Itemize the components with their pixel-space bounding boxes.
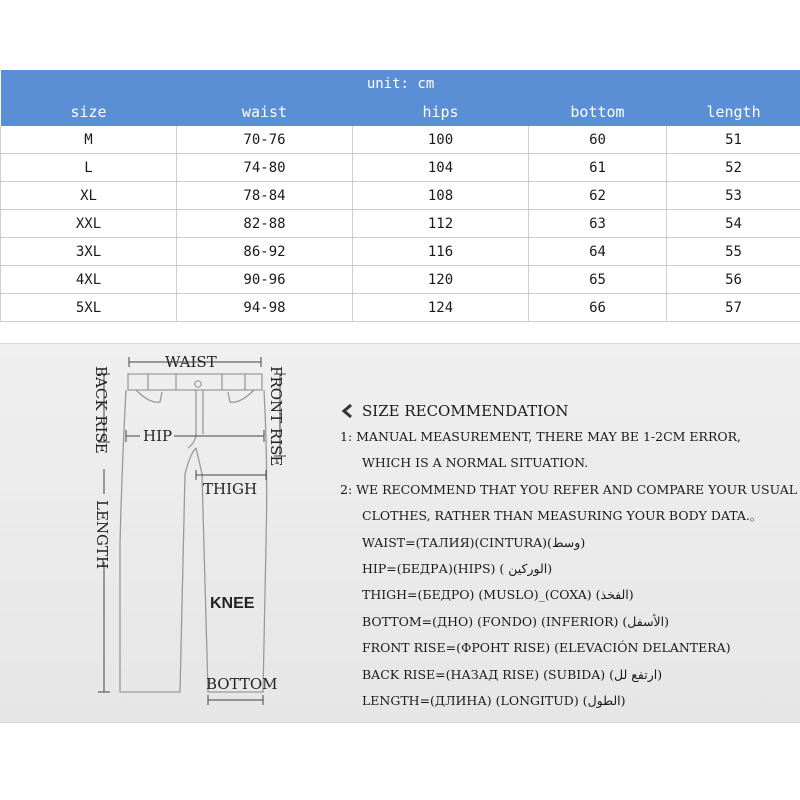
cell-bottom: 63 [529,210,667,238]
cell-bottom: 61 [529,154,667,182]
table-row [1,294,800,322]
term-bottom: BOTTOM=(ДНО) (FONDO) (INFERIOR) (الأسفل) [362,613,670,629]
waist-label: WAIST [165,353,217,371]
cell-hips: 108 [353,182,529,210]
note-line: 2: WE RECOMMEND THAT YOU REFER AND COMPARE YOUR USUAL [340,481,798,497]
table-row [1,210,800,238]
cell-bottom: 64 [529,238,667,266]
term-length: LENGTH=(ДЛИНА) (LONGITUD) (الطول) [362,692,626,708]
note-line: CLOTHES, RATHER THAN MEASURING YOUR BODY DATA.。 [362,508,763,524]
cell-size: 3XL [1,238,177,266]
pants-diagram [0,344,330,722]
cell-waist: 86-92 [177,238,353,266]
table-row [1,154,800,182]
back-rise-label: BACK RISE [92,366,110,454]
cell-hips: 120 [353,266,529,294]
cell-waist: 78-84 [177,182,353,210]
cell-waist: 90-96 [177,266,353,294]
cell-size: XL [1,182,177,210]
cell-hips: 116 [353,238,529,266]
cell-size: L [1,154,177,182]
cell-waist: 82-88 [177,210,353,238]
column-header-size: size [1,98,177,126]
hip-label: HIP [143,427,173,445]
cell-length: 54 [667,210,800,238]
cell-bottom: 60 [529,126,667,154]
term-waist: WAIST=(ТАЛИЯ)(CINTURA)(وسط) [362,534,586,550]
note-line: 1: MANUAL MEASUREMENT, THERE MAY BE 1-2CM ERROR, [340,429,741,444]
measurement-guide-panel [0,343,800,723]
cell-bottom: 66 [529,294,667,322]
column-header-row [1,98,800,126]
size-recommendation [340,400,798,714]
cell-bottom: 62 [529,182,667,210]
cell-waist: 94-98 [177,294,353,322]
cell-length: 53 [667,182,800,210]
cell-size: 5XL [1,294,177,322]
table-row [1,266,800,294]
cell-hips: 112 [353,210,529,238]
column-header-hips: hips [353,98,529,126]
column-header-waist: waist [177,98,353,126]
table-row [1,182,800,210]
knee-label: KNEE [210,595,255,612]
measurement-arrows [98,357,286,705]
cell-size: M [1,126,177,154]
cell-length: 51 [667,126,800,154]
pants-outline [120,374,267,692]
column-header-length: length [667,98,800,126]
chevron-left-icon [340,403,356,419]
cell-hips: 124 [353,294,529,322]
cell-hips: 100 [353,126,529,154]
term-front-rise: FRONT RISE=(ФРОНТ RISE) (ELEVACIÓN DELANTERA) [362,640,731,656]
term-back-rise: BACK RISE=(НАЗАД RISE) (SUBIDA) (ارتفع لل) [362,666,663,682]
cell-length: 55 [667,238,800,266]
note-line: WHICH IS A NORMAL SITUATION. [362,455,589,471]
cell-hips: 104 [353,154,529,182]
cell-length: 56 [667,266,800,294]
cell-waist: 74-80 [177,154,353,182]
table-row [1,126,800,154]
cell-waist: 70-76 [177,126,353,154]
unit-header-row [1,70,800,98]
term-thigh: THIGH=(БЕДРО) (MUSLO)_(COXA) (الفخذ) [362,587,634,603]
recommendation-title: SIZE RECOMMENDATION [362,402,569,420]
cell-size: XXL [1,210,177,238]
bottom-label: BOTTOM [206,675,278,693]
cell-size: 4XL [1,266,177,294]
button-icon [195,381,201,387]
cell-length: 57 [667,294,800,322]
front-rise-label: FRONT RISE [267,366,285,467]
recommendation-heading [340,400,795,422]
cell-length: 52 [667,154,800,182]
size-chart-table [0,70,800,322]
term-hip: HIP=(БЕДРА)(HIPS) ( الوركين) [362,560,553,576]
column-header-bottom: bottom [529,98,667,126]
thigh-label: THIGH [203,480,258,498]
length-label: LENGTH [93,500,111,570]
cell-bottom: 65 [529,266,667,294]
unit-label: unit: cm [1,70,800,98]
table-row [1,238,800,266]
